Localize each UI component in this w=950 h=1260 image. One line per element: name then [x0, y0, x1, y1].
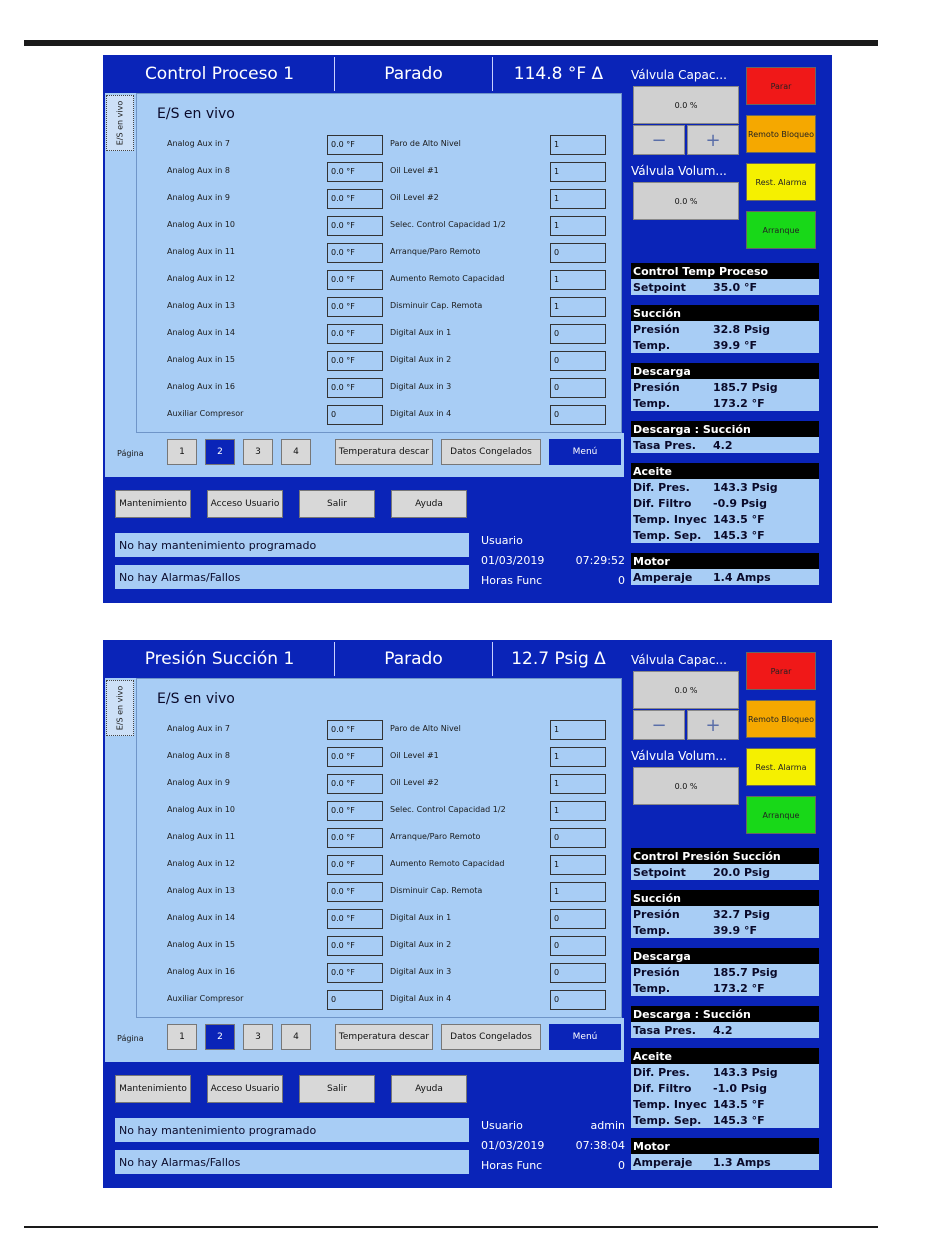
succion-title: Succión: [631, 890, 819, 906]
descarga-pres-label: Presión: [633, 380, 680, 394]
remoto-bloqueo-button[interactable]: Remoto Bloqueo: [746, 115, 816, 153]
ayuda-button[interactable]: Ayuda: [391, 490, 467, 518]
io-left-label: Analog Aux in 13: [167, 301, 236, 310]
io-right-value[interactable]: 0: [550, 405, 606, 425]
temp-inyec-label: Temp. Inyec: [633, 512, 707, 526]
io-right-value[interactable]: 0: [550, 243, 606, 263]
title-bar: [105, 57, 624, 91]
maintenance-message: No hay mantenimiento programado: [115, 1118, 469, 1142]
acceso-usuario-button[interactable]: Acceso Usuario: [207, 490, 283, 518]
io-right-value[interactable]: 1: [550, 882, 606, 902]
succion-section: [631, 321, 819, 353]
io-left-value[interactable]: 0.0 °F: [327, 324, 383, 344]
io-left-value[interactable]: 0: [327, 405, 383, 425]
descarga-section: [631, 964, 819, 996]
succion-pres-value: 32.8 Psig: [713, 322, 771, 336]
temp-sep-value: 145.3 °F: [713, 528, 765, 542]
rest-alarma-button[interactable]: Rest. Alarma: [746, 163, 816, 201]
io-right-label: Digital Aux in 1: [390, 913, 452, 922]
datos-congelados-button[interactable]: Datos Congelados: [441, 1024, 541, 1050]
io-right-label: Aumento Remoto Capacidad: [390, 274, 505, 283]
io-right-value[interactable]: 0: [550, 828, 606, 848]
acceso-usuario-button[interactable]: Acceso Usuario: [207, 1075, 283, 1103]
io-right-label: Oil Level #1: [390, 166, 439, 175]
bottom-rule: [24, 1226, 878, 1228]
io-left-label: Analog Aux in 12: [167, 274, 236, 283]
io-right-label: Digital Aux in 2: [390, 940, 452, 949]
dif-filtro-value: -0.9 Psig: [713, 496, 767, 510]
motor-title: Motor: [631, 1138, 819, 1154]
user-name: admin: [590, 1119, 625, 1132]
io-left-value[interactable]: 0.0 °F: [327, 216, 383, 236]
rest-alarma-button[interactable]: Rest. Alarma: [746, 748, 816, 786]
hours-value: 0: [618, 1159, 625, 1172]
ratio-title: Descarga : Succión: [631, 1006, 819, 1022]
remoto-bloqueo-button[interactable]: Remoto Bloqueo: [746, 700, 816, 738]
io-right-value[interactable]: 1: [550, 801, 606, 821]
io-left-label: Analog Aux in 14: [167, 913, 236, 922]
io-right-label: Selec. Control Capacidad 1/2: [390, 805, 506, 814]
io-left-value[interactable]: 0.0 °F: [327, 378, 383, 398]
mantenimiento-button[interactable]: Mantenimiento: [115, 1075, 191, 1103]
descarga-title: Descarga: [631, 363, 819, 379]
ratio-value: 4.2: [713, 438, 733, 452]
setpoint-label: Setpoint: [633, 865, 686, 879]
io-right-value[interactable]: 1: [550, 720, 606, 740]
io-left-label: Analog Aux in 10: [167, 805, 236, 814]
io-left-label: Analog Aux in 9: [167, 778, 230, 787]
menu-button[interactable]: Menú: [549, 1024, 621, 1050]
io-left-value[interactable]: 0.0 °F: [327, 828, 383, 848]
aceite-title: Aceite: [631, 1048, 819, 1064]
title-bar: [105, 642, 624, 676]
io-right-value[interactable]: 0: [550, 378, 606, 398]
temp-sep-value: 145.3 °F: [713, 1113, 765, 1127]
io-row: [137, 405, 623, 425]
process-reading: 12.7 Psig Δ: [511, 649, 606, 669]
io-right-value[interactable]: 1: [550, 747, 606, 767]
ratio-section: [631, 1022, 819, 1038]
io-left-value[interactable]: 0.0 °F: [327, 351, 383, 371]
plus-button[interactable]: +: [687, 125, 739, 155]
temperatura-descarga-button[interactable]: Temperatura descar: [335, 439, 433, 465]
mantenimiento-button[interactable]: Mantenimiento: [115, 490, 191, 518]
io-left-label: Analog Aux in 11: [167, 247, 236, 256]
io-left-label: Auxiliar Compresor: [167, 409, 244, 418]
io-right-value[interactable]: 1: [550, 189, 606, 209]
dif-pres-label: Dif. Pres.: [633, 480, 690, 494]
temp-inyec-value: 143.5 °F: [713, 512, 765, 526]
io-left-label: Analog Aux in 8: [167, 166, 230, 175]
io-left-label: Analog Aux in 11: [167, 832, 236, 841]
io-row: [137, 855, 623, 875]
motor-title: Motor: [631, 553, 819, 569]
control-section: [631, 864, 819, 880]
io-row: [137, 378, 623, 398]
io-row: [137, 162, 623, 182]
page-2-button[interactable]: 2: [205, 1024, 235, 1050]
ratio-label: Tasa Pres.: [633, 438, 696, 452]
io-row: [137, 909, 623, 929]
io-right-value[interactable]: 1: [550, 135, 606, 155]
page-label: Página: [117, 1034, 144, 1043]
io-left-label: Analog Aux in 9: [167, 193, 230, 202]
process-reading: 114.8 °F Δ: [513, 64, 604, 84]
descarga-pres-value: 185.7 Psig: [713, 380, 778, 394]
page-bar: [105, 1018, 624, 1062]
page-3-button[interactable]: 3: [243, 439, 273, 465]
amperaje-value: 1.4 Amps: [713, 570, 771, 584]
succion-pres-label: Presión: [633, 322, 680, 336]
tab-label: E/S en vivo: [115, 685, 125, 731]
valve-volume-value: 0.0 %: [633, 767, 739, 805]
io-right-label: Arranque/Paro Remoto: [390, 247, 481, 256]
io-row: [137, 882, 623, 902]
hmi-screen: [103, 640, 832, 1188]
descarga-section: [631, 379, 819, 411]
io-right-label: Oil Level #2: [390, 778, 439, 787]
arranque-button[interactable]: Arranque: [746, 796, 816, 834]
io-right-label: Disminuir Cap. Remota: [390, 301, 483, 310]
io-right-value[interactable]: 1: [550, 297, 606, 317]
time: 07:38:04: [575, 1139, 625, 1152]
temp-sep-label: Temp. Sep.: [633, 528, 702, 542]
setpoint-value[interactable]: 20.0 Psig: [713, 865, 771, 879]
descarga-pres-label: Presión: [633, 965, 680, 979]
motor-section: [631, 569, 819, 585]
live-io-panel: [136, 678, 622, 1018]
io-left-value[interactable]: 0.0 °F: [327, 135, 383, 155]
aceite-title: Aceite: [631, 463, 819, 479]
io-right-label: Digital Aux in 2: [390, 355, 452, 364]
top-rule: [24, 40, 878, 46]
setpoint-label: Setpoint: [633, 280, 686, 294]
alarm-message: No hay Alarmas/Fallos: [115, 565, 469, 589]
io-right-label: Aumento Remoto Capacidad: [390, 859, 505, 868]
tab-label: E/S en vivo: [115, 100, 125, 146]
io-right-label: Digital Aux in 3: [390, 967, 452, 976]
io-right-label: Digital Aux in 4: [390, 994, 452, 1003]
dif-pres-value: 143.3 Psig: [713, 1065, 778, 1079]
maintenance-message: No hay mantenimiento programado: [115, 533, 469, 557]
io-row: [137, 828, 623, 848]
time: 07:29:52: [575, 554, 625, 567]
setpoint-value[interactable]: 35.0 °F: [713, 280, 757, 294]
io-right-value[interactable]: 1: [550, 216, 606, 236]
io-right-label: Selec. Control Capacidad 1/2: [390, 220, 506, 229]
valve-volume-label: Válvula Volum...: [631, 164, 727, 178]
io-row: [137, 216, 623, 236]
plus-button[interactable]: +: [687, 710, 739, 740]
user-label: Usuario: [481, 1119, 523, 1132]
hours-label: Horas Func: [481, 1159, 543, 1172]
io-right-value[interactable]: 0: [550, 351, 606, 371]
valve-volume-label: Válvula Volum...: [631, 749, 727, 763]
valve-capacity-value: 0.0 %: [633, 86, 739, 124]
valve-volume-value: 0.0 %: [633, 182, 739, 220]
ratio-section: [631, 437, 819, 453]
io-row: [137, 243, 623, 263]
io-left-value[interactable]: 0.0 °F: [327, 855, 383, 875]
io-right-value[interactable]: 0: [550, 990, 606, 1010]
live-io-panel: [136, 93, 622, 433]
succion-temp-label: Temp.: [633, 923, 671, 937]
io-left-value[interactable]: 0.0 °F: [327, 801, 383, 821]
io-right-value[interactable]: 1: [550, 855, 606, 875]
succion-pres-label: Presión: [633, 907, 680, 921]
io-left-label: Analog Aux in 15: [167, 355, 236, 364]
io-row: [137, 324, 623, 344]
io-row: [137, 720, 623, 740]
descarga-temp-label: Temp.: [633, 396, 671, 410]
parar-button[interactable]: Parar: [746, 67, 816, 105]
tab-es-en-vivo[interactable]: [106, 95, 134, 151]
datos-congelados-button[interactable]: Datos Congelados: [441, 439, 541, 465]
dif-filtro-value: -1.0 Psig: [713, 1081, 767, 1095]
control-section-title: Control Temp Proceso: [631, 263, 819, 279]
io-row: [137, 189, 623, 209]
hmi-screen: [103, 55, 832, 603]
minus-button[interactable]: −: [633, 710, 685, 740]
hours-value: 0: [618, 574, 625, 587]
tab-es-en-vivo[interactable]: [106, 680, 134, 736]
panel-title: E/S en vivo: [157, 691, 235, 707]
aceite-section: [631, 479, 819, 543]
succion-temp-value: 39.9 °F: [713, 923, 757, 937]
temp-inyec-label: Temp. Inyec: [633, 1097, 707, 1111]
io-row: [137, 270, 623, 290]
temp-sep-label: Temp. Sep.: [633, 1113, 702, 1127]
io-left-value[interactable]: 0.0 °F: [327, 882, 383, 902]
io-left-value[interactable]: 0.0 °F: [327, 747, 383, 767]
ratio-value: 4.2: [713, 1023, 733, 1037]
descarga-temp-value: 173.2 °F: [713, 981, 765, 995]
io-left-value[interactable]: 0.0 °F: [327, 936, 383, 956]
page-1-button[interactable]: 1: [167, 439, 197, 465]
io-left-label: Auxiliar Compresor: [167, 994, 244, 1003]
dif-pres-value: 143.3 Psig: [713, 480, 778, 494]
io-right-value[interactable]: 0: [550, 909, 606, 929]
page-4-button[interactable]: 4: [281, 1024, 311, 1050]
io-right-value[interactable]: 0: [550, 936, 606, 956]
page-3-button[interactable]: 3: [243, 1024, 273, 1050]
io-left-label: Analog Aux in 8: [167, 751, 230, 760]
io-right-label: Digital Aux in 1: [390, 328, 452, 337]
ratio-title: Descarga : Succión: [631, 421, 819, 437]
temperatura-descarga-button[interactable]: Temperatura descar: [335, 1024, 433, 1050]
date: 01/03/2019: [481, 1139, 545, 1152]
amperaje-value: 1.3 Amps: [713, 1155, 771, 1169]
io-left-value[interactable]: 0.0 °F: [327, 162, 383, 182]
motor-section: [631, 1154, 819, 1170]
amperaje-label: Amperaje: [633, 1155, 693, 1169]
io-left-label: Analog Aux in 14: [167, 328, 236, 337]
io-left-value[interactable]: 0.0 °F: [327, 774, 383, 794]
io-left-value[interactable]: 0.0 °F: [327, 963, 383, 983]
io-right-value[interactable]: 1: [550, 270, 606, 290]
succion-temp-value: 39.9 °F: [713, 338, 757, 352]
io-right-label: Oil Level #2: [390, 193, 439, 202]
page-1-button[interactable]: 1: [167, 1024, 197, 1050]
descarga-pres-value: 185.7 Psig: [713, 965, 778, 979]
run-state: Parado: [335, 642, 493, 676]
io-right-value[interactable]: 0: [550, 324, 606, 344]
io-left-label: Analog Aux in 10: [167, 220, 236, 229]
io-left-label: Analog Aux in 15: [167, 940, 236, 949]
minus-button[interactable]: −: [633, 125, 685, 155]
date: 01/03/2019: [481, 554, 545, 567]
descarga-temp-value: 173.2 °F: [713, 396, 765, 410]
io-row: [137, 351, 623, 371]
hours-label: Horas Func: [481, 574, 543, 587]
io-right-label: Disminuir Cap. Remota: [390, 886, 483, 895]
dif-filtro-label: Dif. Filtro: [633, 1081, 692, 1095]
page-bar: [105, 433, 624, 477]
io-right-value[interactable]: 0: [550, 963, 606, 983]
salir-button[interactable]: Salir: [299, 1075, 375, 1103]
temp-inyec-value: 143.5 °F: [713, 1097, 765, 1111]
user-label: Usuario: [481, 534, 523, 547]
control-section: [631, 279, 819, 295]
page-2-button[interactable]: 2: [205, 439, 235, 465]
io-left-value[interactable]: 0.0 °F: [327, 720, 383, 740]
control-section-title: Control Presión Succión: [631, 848, 819, 864]
io-right-value[interactable]: 1: [550, 774, 606, 794]
descarga-title: Descarga: [631, 948, 819, 964]
io-left-label: Analog Aux in 7: [167, 139, 230, 148]
arranque-button[interactable]: Arranque: [746, 211, 816, 249]
succion-title: Succión: [631, 305, 819, 321]
io-right-label: Paro de Alto Nivel: [390, 724, 461, 733]
menu-button[interactable]: Menú: [549, 439, 621, 465]
io-right-label: Digital Aux in 4: [390, 409, 452, 418]
io-left-value[interactable]: 0: [327, 990, 383, 1010]
amperaje-label: Amperaje: [633, 570, 693, 584]
io-right-value[interactable]: 1: [550, 162, 606, 182]
controller-name[interactable]: Control Proceso 1: [105, 57, 335, 91]
io-left-value[interactable]: 0.0 °F: [327, 270, 383, 290]
io-left-label: Analog Aux in 12: [167, 859, 236, 868]
io-row: [137, 936, 623, 956]
run-state: Parado: [335, 57, 493, 91]
succion-pres-value: 32.7 Psig: [713, 907, 771, 921]
io-row: [137, 990, 623, 1010]
io-row: [137, 801, 623, 821]
dif-pres-label: Dif. Pres.: [633, 1065, 690, 1079]
panel-title: E/S en vivo: [157, 106, 235, 122]
io-right-label: Oil Level #1: [390, 751, 439, 760]
io-row: [137, 747, 623, 767]
io-row: [137, 297, 623, 317]
io-row: [137, 135, 623, 155]
aceite-section: [631, 1064, 819, 1128]
salir-button[interactable]: Salir: [299, 490, 375, 518]
io-left-value[interactable]: 0.0 °F: [327, 909, 383, 929]
succion-section: [631, 906, 819, 938]
io-left-label: Analog Aux in 13: [167, 886, 236, 895]
page-4-button[interactable]: 4: [281, 439, 311, 465]
descarga-temp-label: Temp.: [633, 981, 671, 995]
parar-button[interactable]: Parar: [746, 652, 816, 690]
io-right-label: Digital Aux in 3: [390, 382, 452, 391]
io-left-value[interactable]: 0.0 °F: [327, 243, 383, 263]
ratio-label: Tasa Pres.: [633, 1023, 696, 1037]
io-row: [137, 963, 623, 983]
io-left-label: Analog Aux in 7: [167, 724, 230, 733]
io-left-value[interactable]: 0.0 °F: [327, 297, 383, 317]
controller-name[interactable]: Presión Succión 1: [105, 642, 335, 676]
succion-temp-label: Temp.: [633, 338, 671, 352]
dif-filtro-label: Dif. Filtro: [633, 496, 692, 510]
io-left-label: Analog Aux in 16: [167, 967, 236, 976]
valve-capacity-label: Válvula Capac...: [631, 68, 727, 82]
valve-capacity-label: Válvula Capac...: [631, 653, 727, 667]
ayuda-button[interactable]: Ayuda: [391, 1075, 467, 1103]
alarm-message: No hay Alarmas/Fallos: [115, 1150, 469, 1174]
io-left-label: Analog Aux in 16: [167, 382, 236, 391]
io-left-value[interactable]: 0.0 °F: [327, 189, 383, 209]
page-label: Página: [117, 449, 144, 458]
io-row: [137, 774, 623, 794]
io-right-label: Arranque/Paro Remoto: [390, 832, 481, 841]
valve-capacity-value: 0.0 %: [633, 671, 739, 709]
io-right-label: Paro de Alto Nivel: [390, 139, 461, 148]
